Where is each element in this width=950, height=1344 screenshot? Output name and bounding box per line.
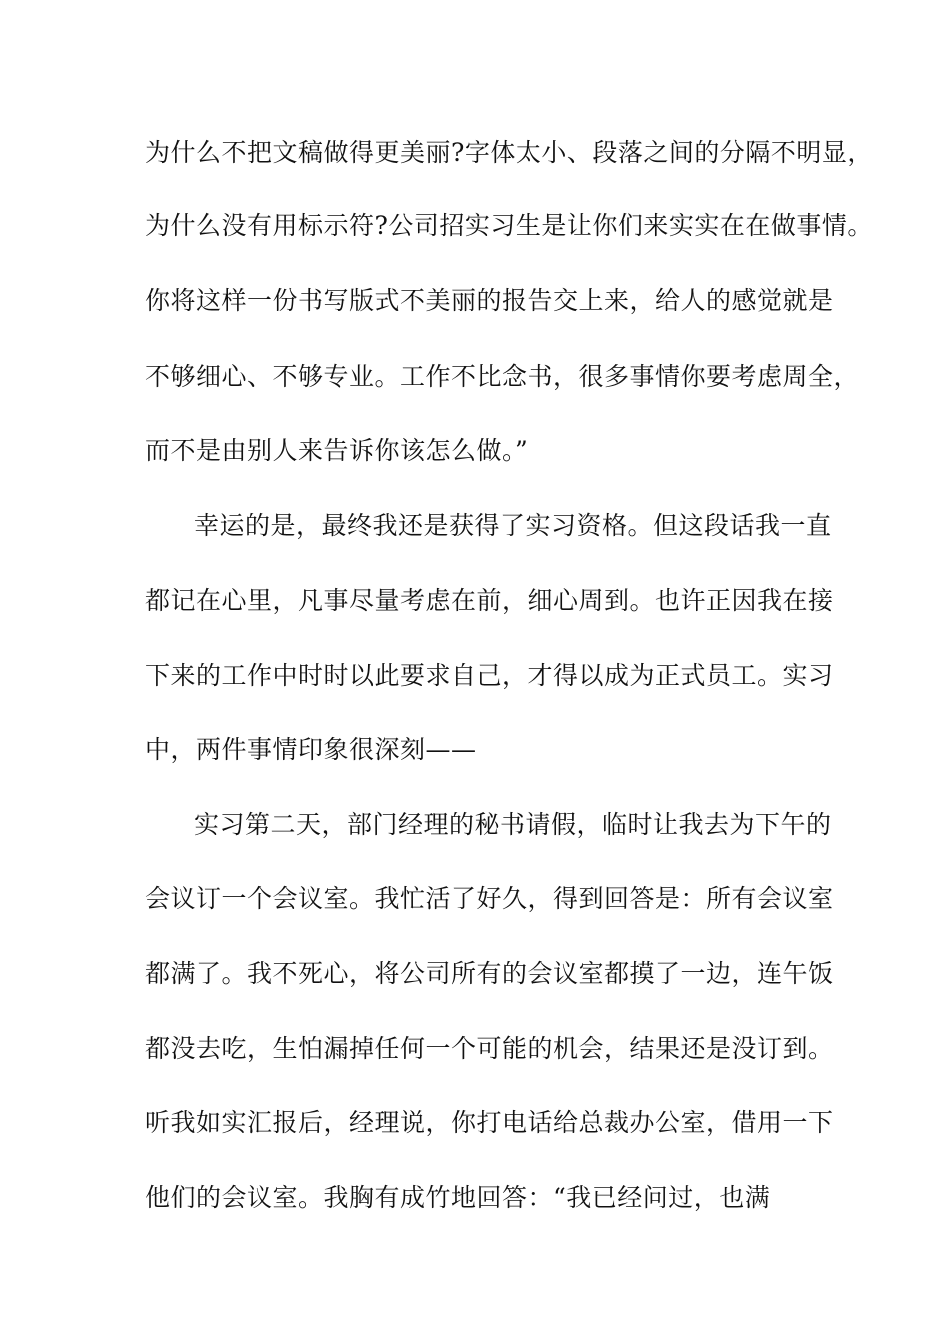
text-line: 为什么不把文稿做得更美丽?字体太小、段落之间的分隔不明显， — [145, 138, 873, 167]
paragraph-start-line: 实习第二天，部门经理的秘书请假，临时让我去为下午的 — [194, 810, 832, 839]
text-line: 不够细心、不够专业。工作不比念书，很多事情你要考虑周全， — [145, 362, 860, 391]
text-line: 他们的会议室。我胸有成竹地回答：“我已经问过，也满 — [145, 1183, 771, 1212]
paragraph-start-line: 幸运的是，最终我还是获得了实习资格。但这段话我一直 — [194, 511, 832, 540]
text-line: 都记在心里，凡事尽量考虑在前，细心周到。也许正因我在接 — [145, 586, 834, 615]
text-line: 你将这样一份书写版式不美丽的报告交上来，给人的感觉就是 — [145, 286, 834, 315]
text-line: 为什么没有用标示符?公司招实习生是让你们来实实在在做事情。 — [145, 211, 873, 240]
text-line: 下来的工作中时时以此要求自己，才得以成为正式员工。实习 — [145, 661, 834, 690]
text-line: 都满了。我不死心，将公司所有的会议室都摸了一边，连午饭 — [145, 959, 834, 988]
text-line: 而不是由别人来告诉你该怎么做。” — [145, 436, 529, 465]
text-line: 听我如实汇报后，经理说，你打电话给总裁办公室，借用一下 — [145, 1108, 834, 1137]
text-line: 都没去吃，生怕漏掉任何一个可能的机会，结果还是没订到。 — [145, 1034, 834, 1063]
text-line: 会议订一个会议室。我忙活了好久，得到回答是：所有会议室 — [145, 884, 834, 913]
text-line: 中，两件事情印象很深刻—— — [145, 735, 477, 764]
